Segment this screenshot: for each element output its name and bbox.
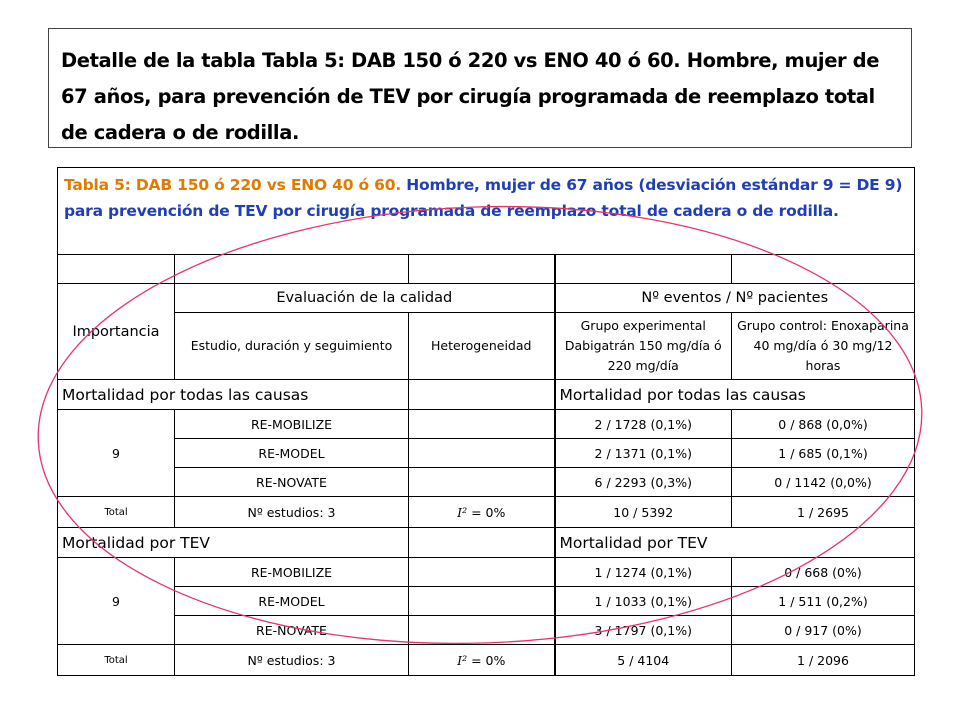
ctrl-value: 1 / 685 (0,1%) bbox=[732, 439, 915, 468]
study-name: RE-MODEL bbox=[175, 587, 409, 616]
exp-value: 6 / 2293 (0,3%) bbox=[555, 468, 732, 497]
total-exp: 10 / 5392 bbox=[555, 497, 732, 528]
table-row bbox=[58, 410, 915, 439]
header-eventos: Nº eventos / Nº pacientes bbox=[555, 284, 915, 313]
section-label-right: Mortalidad por todas las causas bbox=[555, 380, 915, 410]
header-estudio: Estudio, duración y seguimiento bbox=[175, 313, 409, 380]
ctrl-value: 0 / 668 (0%) bbox=[732, 558, 915, 587]
study-name: RE-MODEL bbox=[175, 439, 409, 468]
table-title-row bbox=[58, 168, 915, 255]
total-row bbox=[58, 497, 915, 528]
total-heterogeneity bbox=[409, 497, 555, 528]
i2-symbol: I² bbox=[457, 504, 468, 520]
ctrl-value: 1 / 511 (0,2%) bbox=[732, 587, 915, 616]
table-row bbox=[58, 439, 915, 468]
header-grupo-control: Grupo control: Enoxaparina 40 mg/día ó 30 mg/12 horas bbox=[732, 313, 915, 380]
study-name: RE-MOBILIZE bbox=[175, 410, 409, 439]
header-evaluacion: Evaluación de la calidad bbox=[175, 284, 555, 313]
table-row bbox=[58, 616, 915, 645]
table-row bbox=[58, 468, 915, 497]
table-row bbox=[58, 587, 915, 616]
header-row-1 bbox=[58, 284, 915, 313]
i2-value: = 0% bbox=[467, 652, 506, 668]
total-heterogeneity bbox=[409, 645, 555, 676]
table-title-blue: Hombre, mujer de 67 años (desviación estándar 9 = DE 9) para prevención de TEV por cirugía programada de reemplazo total de cadera o de rodilla. bbox=[64, 176, 903, 220]
total-label: Total bbox=[58, 645, 175, 676]
ctrl-value: 0 / 917 (0%) bbox=[732, 616, 915, 645]
total-label: Total bbox=[58, 497, 175, 528]
i2-value: = 0% bbox=[467, 504, 506, 520]
importance-value: 9 bbox=[58, 410, 175, 497]
exp-value: 2 / 1371 (0,1%) bbox=[555, 439, 732, 468]
exp-value: 1 / 1274 (0,1%) bbox=[555, 558, 732, 587]
section-label-left: Mortalidad por TEV bbox=[58, 528, 409, 558]
section-label-row bbox=[58, 380, 915, 410]
i2-symbol: I² bbox=[457, 652, 468, 668]
section-label-row bbox=[58, 528, 915, 558]
study-name: RE-MOBILIZE bbox=[175, 558, 409, 587]
evidence-table bbox=[57, 167, 915, 676]
total-ctrl: 1 / 2096 bbox=[732, 645, 915, 676]
header-importancia: Importancia bbox=[58, 284, 175, 380]
importance-value: 9 bbox=[58, 558, 175, 645]
section-label-left: Mortalidad por todas las causas bbox=[58, 380, 409, 410]
study-name: RE-NOVATE bbox=[175, 616, 409, 645]
ctrl-value: 0 / 1142 (0,0%) bbox=[732, 468, 915, 497]
header-grupo-experimental: Grupo experimental Dabigatrán 150 mg/día ó 220 mg/día bbox=[555, 313, 732, 380]
table-row bbox=[58, 558, 915, 587]
header-heterogeneidad: Heterogeneidad bbox=[409, 313, 555, 380]
exp-value: 1 / 1033 (0,1%) bbox=[555, 587, 732, 616]
spacer-row bbox=[58, 255, 915, 284]
slide-heading: Detalle de la tabla Tabla 5: DAB 150 ó 220 vs ENO 40 ó 60. Hombre, mujer de 67 años, para prevención de TEV por cirugía programada de reemplazo total de cadera o de rodilla. bbox=[48, 28, 912, 148]
header-row-2 bbox=[58, 313, 915, 380]
total-studies: Nº estudios: 3 bbox=[175, 497, 409, 528]
ctrl-value: 0 / 868 (0,0%) bbox=[732, 410, 915, 439]
table-title-orange: Tabla 5: DAB 150 ó 220 vs ENO 40 ó 60. bbox=[64, 176, 402, 194]
exp-value: 3 / 1797 (0,1%) bbox=[555, 616, 732, 645]
table-title bbox=[58, 168, 915, 255]
total-studies: Nº estudios: 3 bbox=[175, 645, 409, 676]
total-row bbox=[58, 645, 915, 676]
study-name: RE-NOVATE bbox=[175, 468, 409, 497]
exp-value: 2 / 1728 (0,1%) bbox=[555, 410, 732, 439]
evidence-table-container bbox=[57, 167, 914, 676]
total-exp: 5 / 4104 bbox=[555, 645, 732, 676]
section-label-right: Mortalidad por TEV bbox=[555, 528, 915, 558]
total-ctrl: 1 / 2695 bbox=[732, 497, 915, 528]
